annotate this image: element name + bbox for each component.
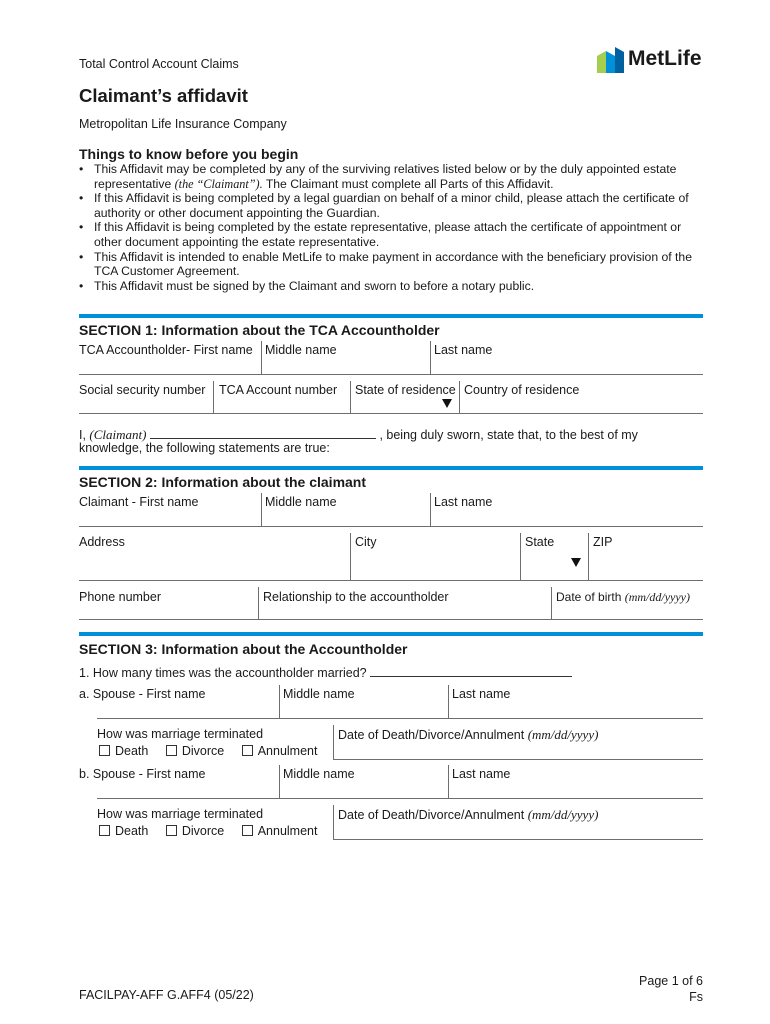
metlife-logo xyxy=(597,46,707,74)
s1-country-residence-field[interactable]: Country of residence xyxy=(464,383,580,397)
s2-dob-field[interactable]: Date of birth (mm/dd/yyyy) xyxy=(556,590,690,604)
s1-first-name-field[interactable]: TCA Accountholder- First name xyxy=(79,343,253,357)
page-number: Page 1 of 6 xyxy=(639,974,703,988)
marriage-count-input[interactable] xyxy=(370,664,572,677)
divider xyxy=(588,533,589,581)
section3-title: SECTION 3: Information about the Accountholder xyxy=(79,641,408,657)
divider xyxy=(551,587,552,620)
intro-bullet-list xyxy=(79,162,709,293)
s2-first-name-field[interactable]: Claimant - First name xyxy=(79,495,199,509)
s2-relationship-field[interactable]: Relationship to the accountholder xyxy=(263,590,449,604)
s2-address-field[interactable]: Address xyxy=(79,535,125,549)
divider xyxy=(97,718,703,719)
intro-heading: Things to know before you begin xyxy=(79,146,299,162)
form-subtitle: Total Control Account Claims xyxy=(79,57,239,71)
section2-divider xyxy=(79,466,703,470)
divider xyxy=(79,413,703,414)
section1-divider xyxy=(79,314,703,318)
spouse-b-last-name-field[interactable]: Last name xyxy=(452,767,511,781)
s2-zip-field[interactable]: ZIP xyxy=(593,535,613,549)
divider xyxy=(520,533,521,581)
section3-divider xyxy=(79,632,703,636)
spouse-a-first-name-field[interactable]: a. Spouse - First name xyxy=(79,687,206,701)
spouse-b-termination-label: How was marriage terminated xyxy=(97,807,264,821)
form-code: Fs xyxy=(689,990,703,1004)
annulment-checkbox[interactable] xyxy=(242,825,253,836)
metlife-wordmark: MetLife xyxy=(628,47,702,70)
s2-last-name-field[interactable]: Last name xyxy=(434,495,493,509)
metlife-logo-icon xyxy=(597,47,625,73)
divider xyxy=(448,685,449,719)
marriage-count-question: 1. How many times was the accountholder married? xyxy=(79,664,572,680)
dropdown-arrow-icon[interactable] xyxy=(442,399,452,408)
s2-middle-name-field[interactable]: Middle name xyxy=(265,495,337,509)
section1-title: SECTION 1: Information about the TCA Accountholder xyxy=(79,322,440,338)
s1-state-residence-select[interactable]: State of residence xyxy=(355,383,456,397)
s2-phone-field[interactable]: Phone number xyxy=(79,590,162,604)
claimant-name-input[interactable] xyxy=(150,426,376,439)
divider xyxy=(430,493,431,527)
divider xyxy=(350,533,351,581)
s1-account-number-field[interactable]: TCA Account number xyxy=(219,383,338,397)
divider xyxy=(213,381,214,414)
form-id: FACILPAY-AFF G.AFF4 (05/22) xyxy=(79,988,254,1002)
spouse-b-date-field[interactable]: Date of Death/Divorce/Annulment (mm/dd/yyyy) xyxy=(338,807,599,822)
s1-last-name-field[interactable]: Last name xyxy=(434,343,493,357)
page-title: Claimant’s affidavit xyxy=(79,85,248,106)
claimant-statement: I, (Claimant) , being duly sworn, state that, to the best of my xyxy=(79,427,638,442)
intro-bullet: • This Affidavit may be completed by any of the surviving relatives listed below or by the duly appointed estate representative (the “Claimant”). The Claimant must complete all Parts of this Affidavit. xyxy=(79,162,709,191)
intro-bullet: • This Affidavit must be signed by the Claimant and sworn to before a notary public. xyxy=(79,279,709,294)
divider xyxy=(333,839,703,840)
company-name: Metropolitan Life Insurance Company xyxy=(79,117,287,131)
spouse-a-middle-name-field[interactable]: Middle name xyxy=(283,687,355,701)
spouse-a-termination-label: How was marriage terminated xyxy=(97,727,264,741)
spouse-a-last-name-field[interactable]: Last name xyxy=(452,687,511,701)
spouse-a-termination-options: Death Divorce Annulment xyxy=(99,744,331,758)
divider xyxy=(279,765,280,799)
dropdown-arrow-icon[interactable] xyxy=(571,558,581,567)
s2-state-select[interactable]: State xyxy=(525,535,555,549)
intro-bullet: • This Affidavit is intended to enable MetLife to make payment in accordance with the beneficiary provision of the TCA Customer Agreement. xyxy=(79,250,709,279)
annulment-checkbox[interactable] xyxy=(242,745,253,756)
divider xyxy=(333,805,334,840)
divider xyxy=(333,725,334,760)
divider xyxy=(459,381,460,414)
divider xyxy=(430,341,431,375)
divider xyxy=(448,765,449,799)
intro-bullet: • If this Affidavit is being completed by a legal guardian on behalf of a minor child, please attach the certificate of authority or other document appointing the Guardian. xyxy=(79,191,709,220)
divider xyxy=(79,580,703,581)
divider xyxy=(79,619,703,620)
intro-bullet: • If this Affidavit is being completed by the estate representative, please attach the certificate of appointment or other document appointing the estate representative. xyxy=(79,220,709,249)
claimant-statement-line2: knowledge, the following statements are true: xyxy=(79,441,330,455)
divider xyxy=(97,798,703,799)
spouse-b-middle-name-field[interactable]: Middle name xyxy=(283,767,355,781)
s1-middle-name-field[interactable]: Middle name xyxy=(265,343,337,357)
divider xyxy=(261,341,262,375)
section2-title: SECTION 2: Information about the claimant xyxy=(79,474,367,490)
divider xyxy=(79,374,703,375)
divider xyxy=(350,381,351,414)
divider xyxy=(79,526,703,527)
divorce-checkbox[interactable] xyxy=(166,745,177,756)
death-checkbox[interactable] xyxy=(99,825,110,836)
s1-ssn-field[interactable]: Social security number xyxy=(79,383,206,397)
divider xyxy=(258,587,259,620)
death-checkbox[interactable] xyxy=(99,745,110,756)
s2-city-field[interactable]: City xyxy=(355,535,377,549)
divider xyxy=(261,493,262,527)
spouse-b-first-name-field[interactable]: b. Spouse - First name xyxy=(79,767,206,781)
spouse-b-termination-options: Death Divorce Annulment xyxy=(99,824,331,838)
spouse-a-date-field[interactable]: Date of Death/Divorce/Annulment (mm/dd/yyyy) xyxy=(338,727,599,742)
divorce-checkbox[interactable] xyxy=(166,825,177,836)
divider xyxy=(279,685,280,719)
divider xyxy=(333,759,703,760)
